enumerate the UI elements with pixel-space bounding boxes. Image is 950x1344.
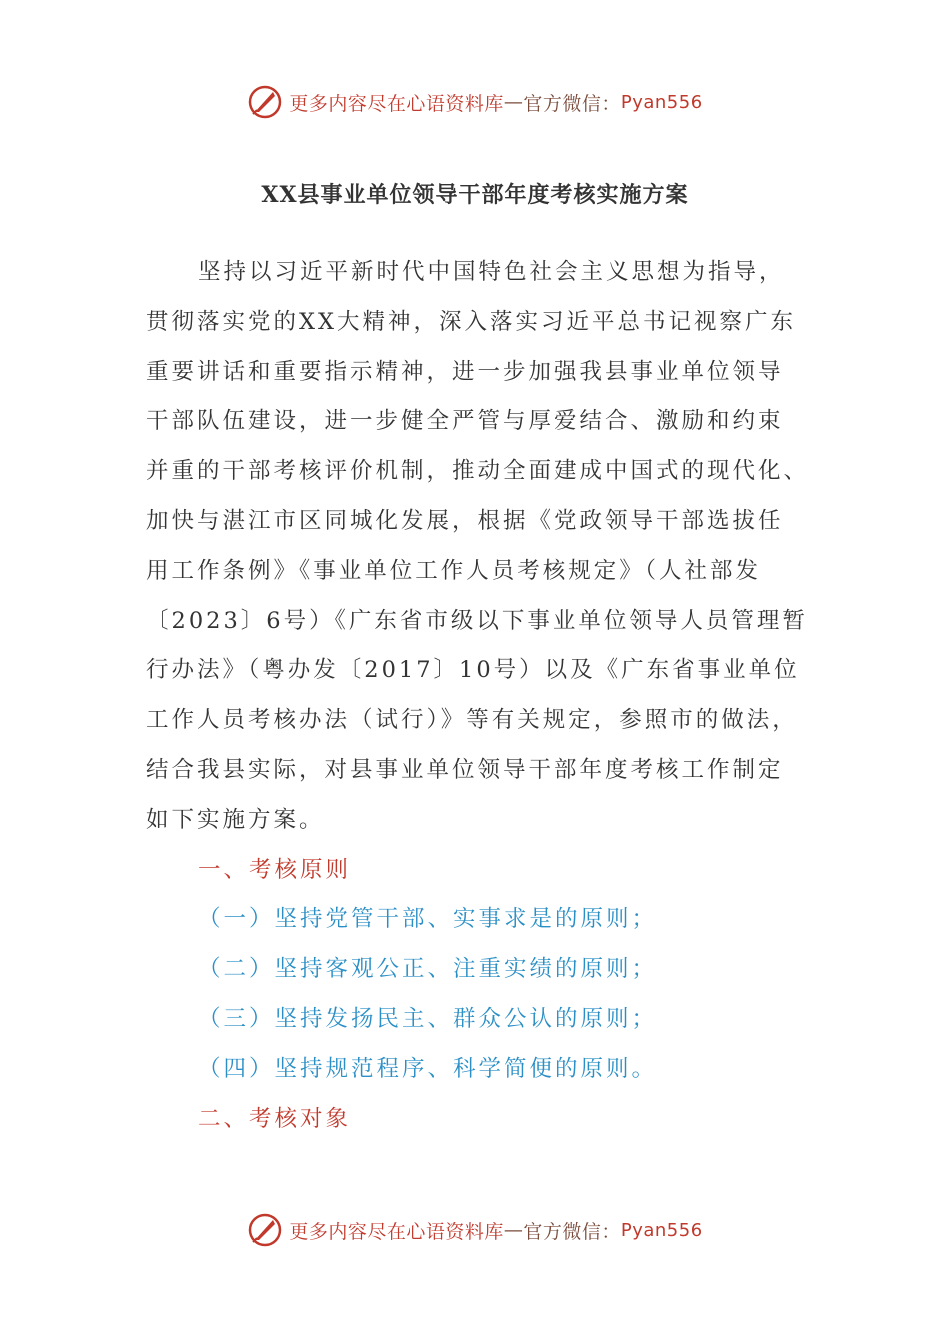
watermark-main-text: 更多内容尽在心语资料库 [289,1220,504,1243]
quill-in-circle-icon [247,84,283,120]
section-heading-targets: 二、考核对象 [198,1105,352,1132]
document-title: XX县事业单位领导干部年度考核实施方案 [261,182,689,208]
principle-item: （一）坚持党管干部、实事求是的原则； [198,906,658,933]
paragraph-line: 工作人员考核办法（试行）》等有关规定，参照市的做法， [146,707,798,734]
paragraph-line: 坚持以习近平新时代中国特色社会主义思想为指导， [198,259,785,285]
watermark-official-label: 官方微信： [523,1220,621,1243]
watermark-official-label: 官方微信： [523,92,621,115]
document-body [146,248,811,1144]
paragraph-line: 贯彻落实党的XX大精神，深入落实习近平总书记视察广东 [146,308,797,335]
paragraph-line: 结合我县实际，对县事业单位领导干部年度考核工作制定 [146,756,784,783]
quill-in-circle-icon [247,1212,283,1248]
watermark-main-text: 更多内容尽在心语资料库 [289,92,504,115]
principle-item: （三）坚持发扬民主、群众公认的原则； [198,1005,658,1032]
watermark-top [0,84,950,120]
paragraph-line: 并重的干部考核评价机制，推动全面建成中国式的现代化、 [146,458,810,485]
section-heading-principles: 一、考核原则 [198,856,352,883]
paragraph-line: 加快与湛江市区同城化发展，根据《党政领导干部选拔任 [146,507,784,534]
paragraph-line: 用工作条例》《事业单位工作人员考核规定》（人社部发 [146,557,762,584]
watermark-dash: — [503,91,524,113]
watermark-wechat-id: Pyan556 [620,1219,703,1241]
paragraph-line: 干部队伍建设，进一步健全严管与厚爱结合、激励和约束 [146,408,784,435]
principle-item: （四）坚持规范程序、科学简便的原则。 [198,1055,658,1082]
principle-item: （二）坚持客观公正、注重实绩的原则； [198,956,658,983]
watermark-bottom [0,1212,950,1248]
paragraph-line: 如下实施方案。 [146,806,325,833]
paragraph-line: 〔2023〕6号）《广东省市级以下事业单位领导人员管理暂 [146,607,808,634]
paragraph-line: 行办法》（粤办发〔2017〕10号）以及《广东省事业单位 [146,657,800,684]
watermark-dash: — [503,1219,524,1241]
paragraph-line: 重要讲话和重要指示精神，进一步加强我县事业单位领导 [146,358,784,385]
watermark-wechat-id: Pyan556 [620,91,703,113]
